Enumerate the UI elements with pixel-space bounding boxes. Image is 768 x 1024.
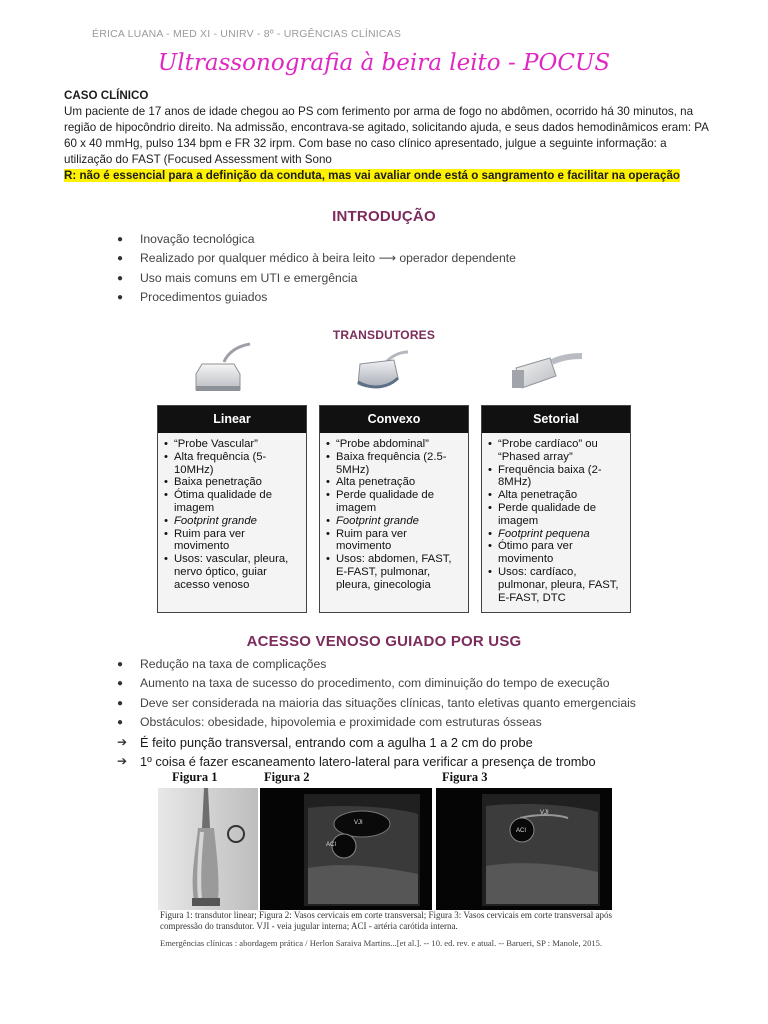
list-item: • Alta penetração: [488, 489, 624, 502]
figure-3-ultrasound: [436, 788, 612, 910]
transducer-card-linear: [157, 405, 307, 613]
bullet-icon: ●: [117, 659, 124, 670]
vji-label: VJI: [354, 820, 363, 826]
case-text: Um paciente de 17 anos de idade chegou ao PS com ferimento por arma de fogo no abdômen, ocorrido há 30 minutos, na região de hipocôndrio direito. Na admissão, encontrava-se agitado, solicitando ajuda, e seus dados hemodinâmicos eram: PA 60 x 40 mmHg, pulso 134 bpm e FR 32 irpm. Com base no caso clínico apresentado, julgue a seguinte informação: a utilização do FAST (Focused Assessment with Sono: [64, 105, 709, 166]
figure-2-ultrasound: [260, 788, 432, 910]
section-title-acesso-venoso: ACESSO VENOSO GUIADO POR USG: [246, 633, 522, 650]
transducer-card-setorial: [481, 405, 631, 613]
list-item: • Usos: abdomen, FAST, E-FAST, pulmonar, pleura, ginecologia: [326, 553, 462, 591]
list-item: • “Probe abdominal”: [326, 438, 462, 451]
figure-reference: Emergências clínicas : abordagem prática / Herlon Saraiva Martins...[et al.]. -- 10. ed. rev. e atual. -- Barueri, SP : Manole, 2015.: [160, 938, 603, 948]
transducer-card-convexo: [319, 405, 469, 613]
arrow-icon: ➔: [117, 753, 128, 768]
list-item: • “Probe Vascular”: [164, 438, 300, 451]
transducer-header: Setorial: [482, 406, 630, 433]
list-item: ● Obstáculos: obesidade, hipovolemia e proximidade com estruturas ósseas: [117, 713, 636, 732]
list-item: • Alta penetração: [326, 476, 462, 489]
page-title: Ultrassonografia à beira leito - POCUS: [157, 50, 611, 76]
transducer-features: [158, 433, 306, 592]
bullet-icon: ●: [117, 697, 124, 709]
list-item: • Baixa frequência (2.5-5MHz): [326, 451, 462, 477]
transducer-header: Convexo: [320, 406, 468, 433]
list-item: ● Redução na taxa de complicações: [117, 655, 636, 674]
figure-label: Figura 1: [172, 770, 218, 784]
figures-block: [156, 770, 616, 952]
bullet-icon: ●: [117, 678, 124, 690]
bullet-icon: ●: [117, 253, 124, 265]
list-item: • Ótimo para ver movimento: [488, 540, 624, 566]
bullet-icon: ●: [117, 717, 124, 729]
list-item: • Usos: vascular, pleura, nervo óptico, guiar acesso venoso: [164, 553, 300, 591]
intro-list: [117, 230, 516, 308]
list-item: • Ótima qualidade de imagem: [164, 489, 300, 515]
aci-label: ACI: [326, 842, 337, 848]
bullet-icon: ●: [117, 292, 124, 304]
list-item: ● Procedimentos guiados: [117, 288, 516, 307]
section-title-transdutores: TRANSDUTORES: [332, 328, 436, 342]
list-item: • Footprint pequena: [488, 528, 624, 541]
clinical-case: [64, 88, 714, 184]
acesso-list: [117, 655, 636, 771]
list-item: • Baixa penetração: [164, 476, 300, 489]
bullet-icon: ●: [117, 234, 124, 245]
list-item: ● Deve ser considerada na maioria das situações clínicas, tanto eletivas quanto emergenciais: [117, 694, 636, 713]
case-label: CASO CLÍNICO: [64, 89, 149, 102]
list-item: ● Realizado por qualquer médico à beira leito ⟶ operador dependente: [117, 249, 516, 268]
vji-label: VJI: [540, 810, 549, 816]
arrow-icon: ➔: [117, 734, 128, 749]
list-item: • Usos: cardíaco, pulmonar, pleura, FAST, E-FAST, DTC: [488, 566, 624, 604]
case-answer: R: não é essencial para a definição da conduta, mas vai avaliar onde está o sangramento e facilitar na operação: [64, 169, 680, 182]
list-item: • Footprint grande: [164, 515, 300, 528]
figure-caption: Figura 1: transdutor linear; Figura 2: Vasos cervicais em corte transversal; Figura 3: Vasos cervicais em corte transversal após compressão do transdutor. VJI - veia jugular interna; ACI - artéria carótida interna.: [160, 910, 613, 931]
linear-probe-image: [188, 342, 260, 396]
transducer-features: [320, 433, 468, 592]
list-item: • Footprint grande: [326, 515, 462, 528]
list-item: • “Probe cardíaco” ou “Phased array”: [488, 438, 624, 464]
section-title-introducao: INTRODUÇÃO: [332, 208, 436, 225]
list-item: • Ruim para ver movimento: [164, 528, 300, 554]
figure-label: Figura 2: [264, 770, 310, 784]
bullet-icon: ●: [117, 272, 124, 284]
list-item: ➔ 1º coisa é fazer escaneamento latero-lateral para verificar a presença de trombo: [117, 752, 636, 771]
list-item: ➔ É feito punção transversal, entrando com a agulha 1 a 2 cm do probe: [117, 733, 636, 752]
list-item: • Perde qualidade de imagem: [326, 489, 462, 515]
convex-probe-image: [350, 350, 410, 394]
figure-label: Figura 3: [442, 770, 488, 784]
page-header: ÉRICA LUANA - MED XI - UNIRV - 8º - URGÊNCIAS CLÍNICAS: [92, 28, 402, 40]
sector-probe-image: [508, 346, 584, 394]
figure-1-probe-photo: [158, 788, 258, 910]
transducer-features: [482, 433, 630, 604]
list-item: • Frequência baixa (2-8MHz): [488, 464, 624, 490]
list-item: • Ruim para ver movimento: [326, 528, 462, 554]
transducer-header: Linear: [158, 406, 306, 433]
list-item: • Perde qualidade de imagem: [488, 502, 624, 528]
aci-label: ACI: [516, 828, 527, 834]
list-item: ● Aumento na taxa de sucesso do procedimento, com diminuição do tempo de execução: [117, 674, 636, 693]
list-item: ● Uso mais comuns em UTI e emergência: [117, 269, 516, 288]
list-item: • Alta frequência (5-10MHz): [164, 451, 300, 477]
list-item: ● Inovação tecnológica: [117, 230, 516, 249]
